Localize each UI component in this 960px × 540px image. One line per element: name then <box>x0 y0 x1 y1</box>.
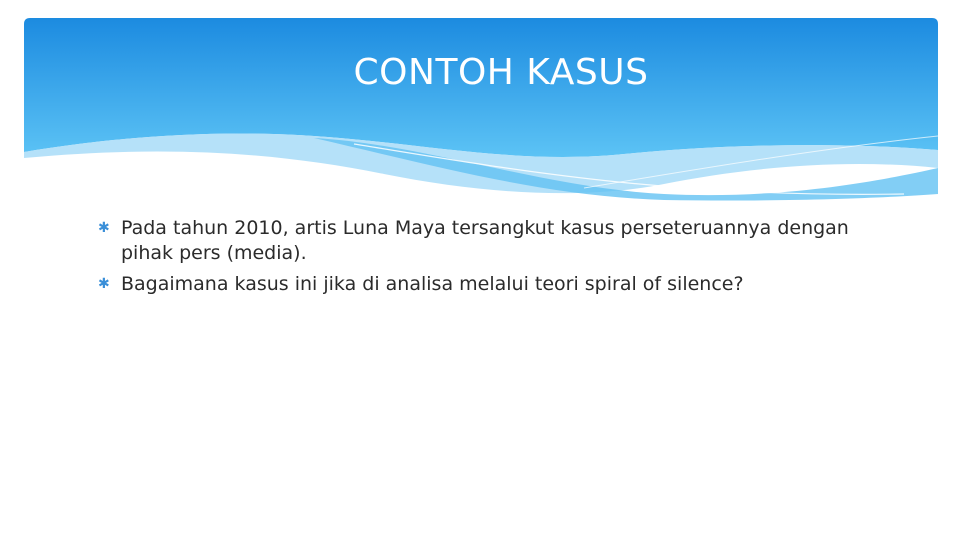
bullet-list <box>98 216 858 303</box>
header-band <box>24 18 938 202</box>
asterisk-bullet-icon: ✱ <box>98 220 110 236</box>
bullet-item <box>98 272 858 297</box>
bullet-item <box>98 216 858 266</box>
asterisk-bullet-icon: ✱ <box>98 276 110 292</box>
header-wave-background <box>24 18 938 202</box>
slide-title: CONTOH KASUS <box>353 52 649 93</box>
bullet-text: Bagaimana kasus ini jika di analisa melalui teori spiral of silence? <box>121 273 744 295</box>
bullet-text: Pada tahun 2010, artis Luna Maya tersangkut kasus perseteruannya dengan pihak pers (media). <box>121 217 849 264</box>
